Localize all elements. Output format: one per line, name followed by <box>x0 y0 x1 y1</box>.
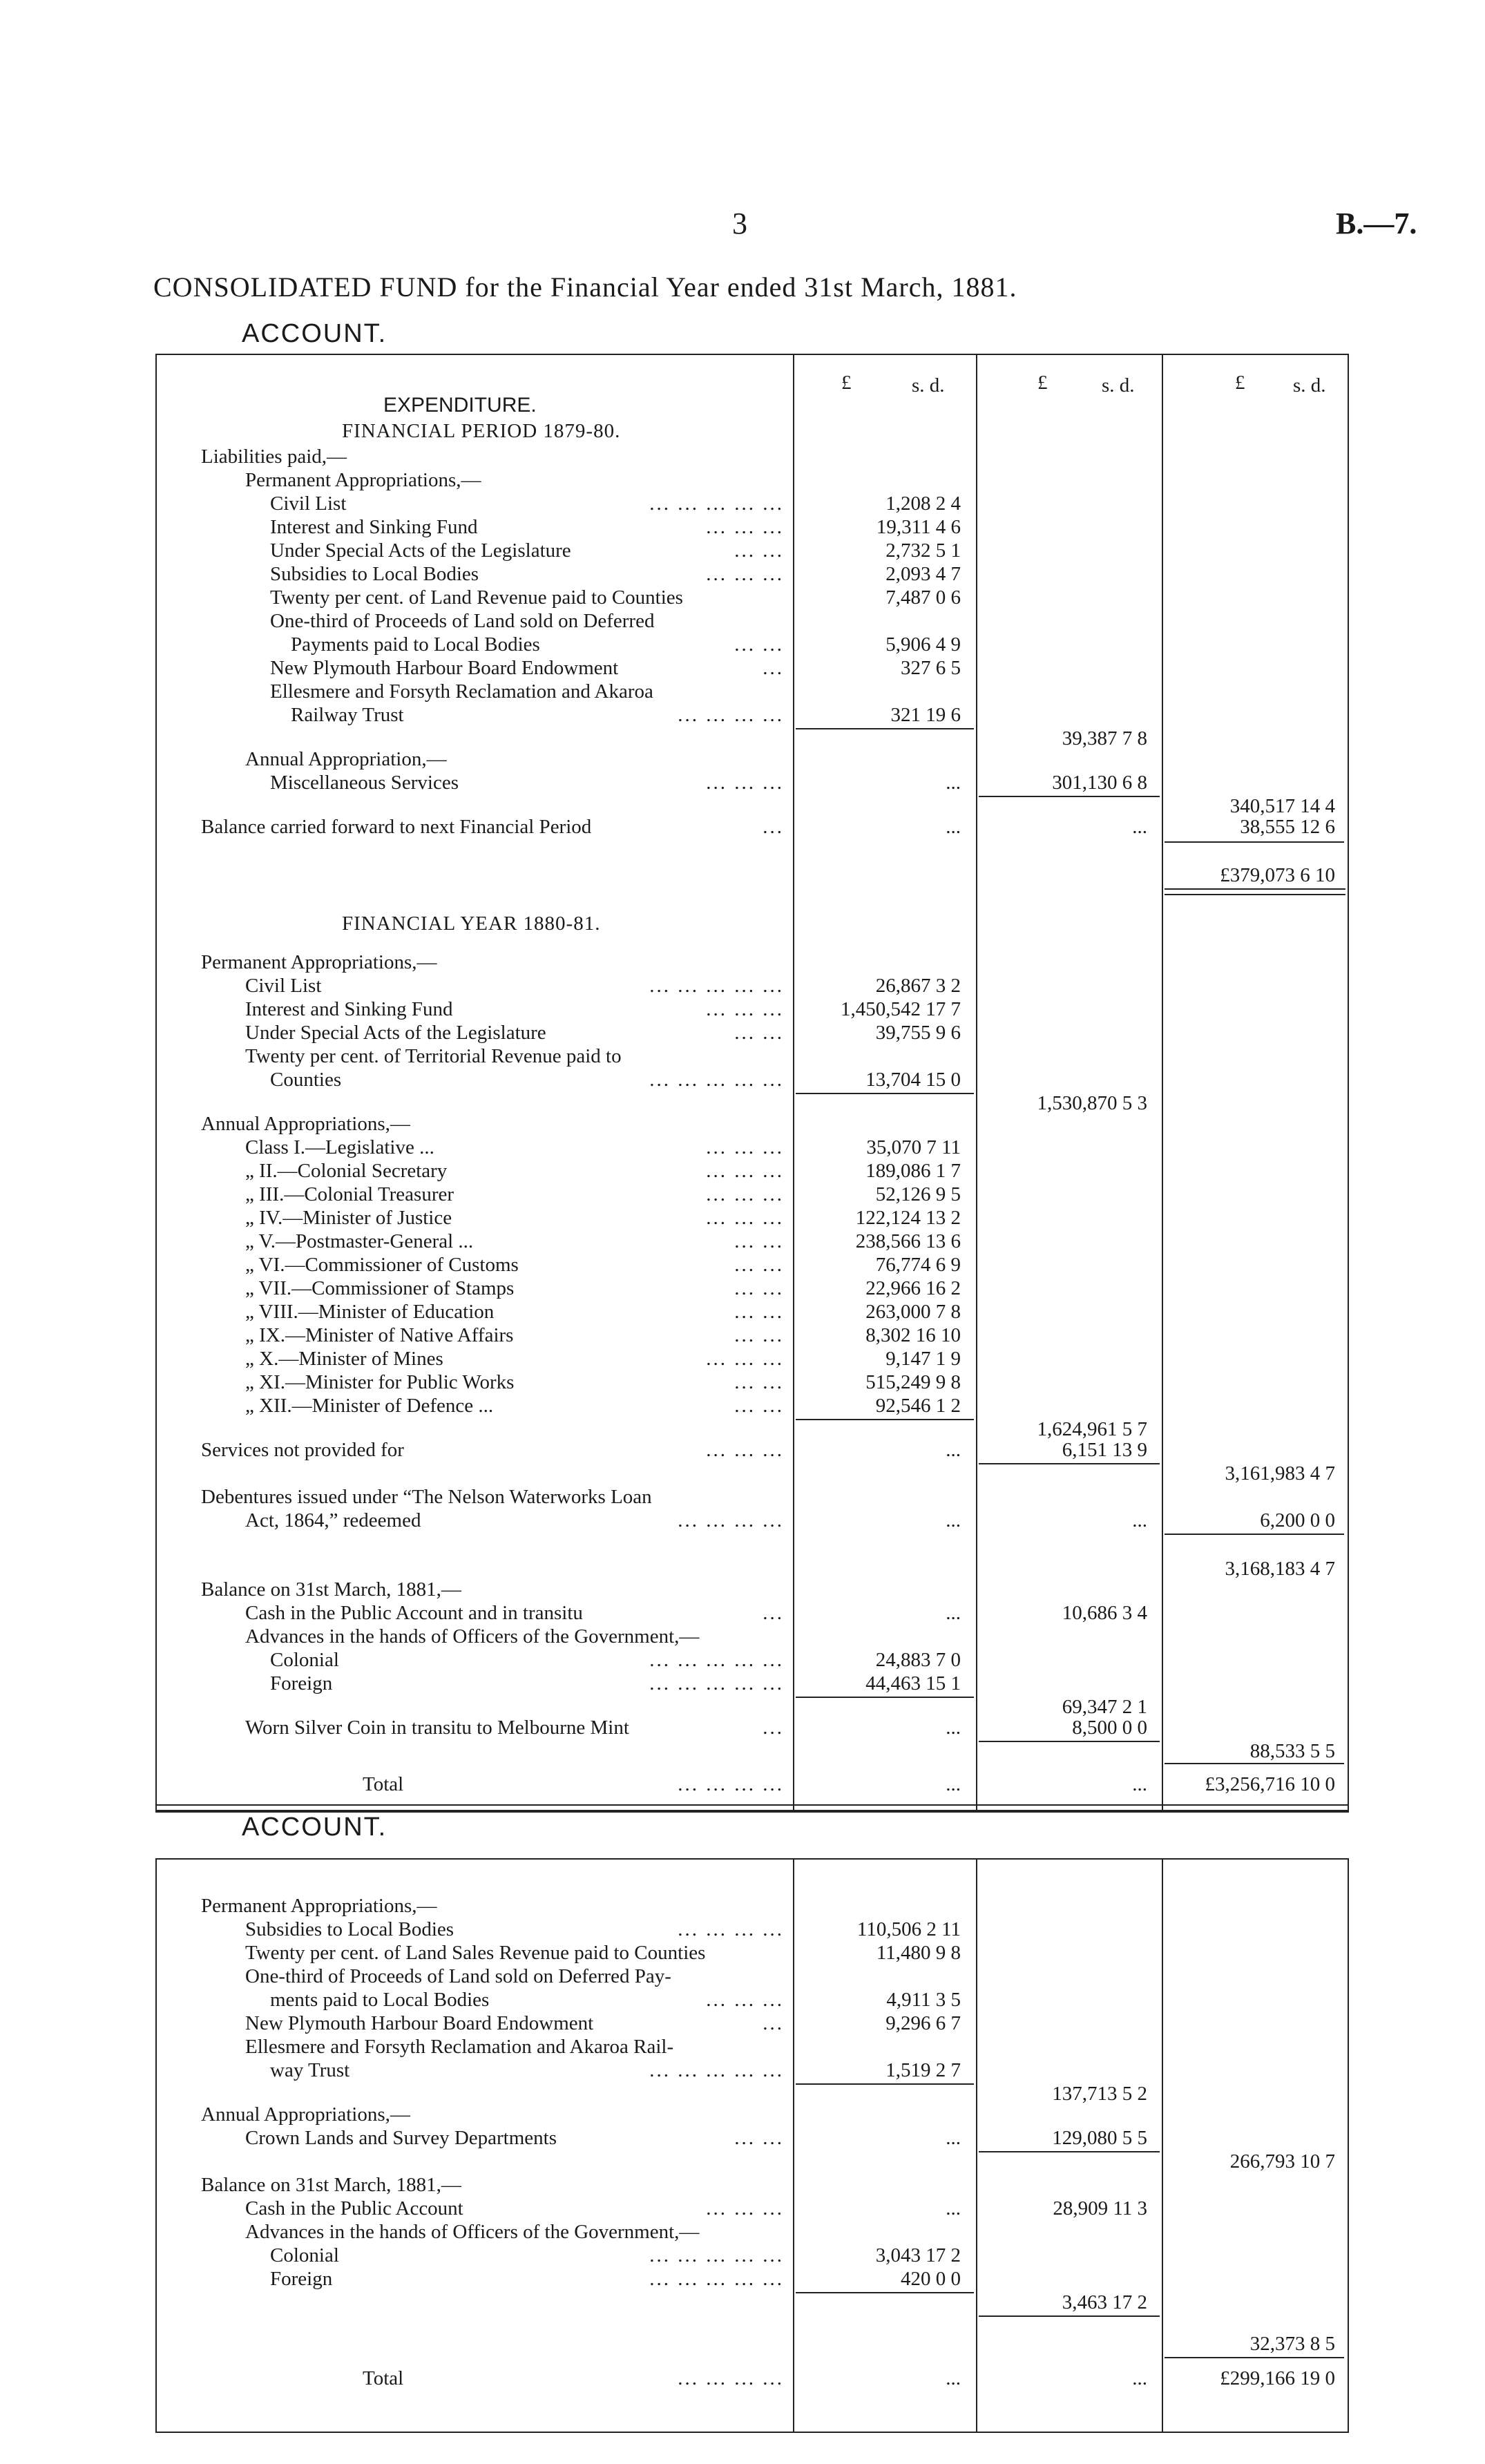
amount-c1: ... <box>946 1439 961 1461</box>
row-label: Crown Lands and Survey Departments <box>245 2127 557 2149</box>
amount-c2: 137,713 5 2 <box>1052 2083 1147 2105</box>
amount-c1: 9,147 1 9 <box>885 1348 961 1370</box>
account1-row <box>155 771 1346 794</box>
row-label: FINANCIAL PERIOD 1879-80. <box>342 420 621 442</box>
account2-row <box>155 2126 1346 2150</box>
row-label: Ellesmere and Forsyth Reclamation and Akaroa Rail- <box>245 2036 674 2058</box>
leader-dots: ... <box>763 2012 784 2034</box>
leader-dots: ... ... ... <box>706 1989 784 2011</box>
leader-dots: ... ... ... <box>706 1207 784 1229</box>
amount-c2: 69,347 2 1 <box>1062 1696 1147 1718</box>
account2-row <box>155 2244 1346 2267</box>
account1-row <box>155 815 1346 839</box>
amount-c1: ... <box>946 1717 961 1739</box>
leader-dots: ... ... ... ... <box>678 1773 784 1795</box>
row-label: Permanent Appropriations,— <box>245 469 481 491</box>
row-label: Total <box>363 1773 404 1795</box>
account2-row <box>155 2291 1346 2314</box>
row-label: Balance on 31st March, 1881,— <box>201 2174 461 2196</box>
amount-c2: ... <box>1132 1773 1147 1795</box>
row-label: „ XI.—Minister for Public Works <box>245 1371 515 1393</box>
account1-row <box>155 1695 1346 1719</box>
amount-c1: 189,086 1 7 <box>865 1160 961 1182</box>
row-label: Foreign <box>270 1672 333 1694</box>
col-header-sd-1: s. d. <box>912 374 945 397</box>
row-label: Under Special Acts of the Legislature <box>245 1022 546 1044</box>
row-label: Liabilities paid,— <box>201 446 347 468</box>
row-label: Subsidies to Local Bodies <box>270 563 479 585</box>
leader-dots: ... ... ... <box>706 1160 784 1182</box>
row-label: New Plymouth Harbour Board Endowment <box>270 657 619 679</box>
amount-c1: 327 6 5 <box>901 657 961 679</box>
amount-c1: 110,506 2 11 <box>856 1918 961 1940</box>
row-label: Payments paid to Local Bodies <box>291 633 540 656</box>
col-header-pounds-2: £ <box>1037 372 1048 394</box>
amount-c2: ... <box>1132 2367 1147 2389</box>
account1-row <box>155 703 1346 727</box>
amount-c1: 2,093 4 7 <box>885 563 961 585</box>
row-label: „ X.—Minister of Mines <box>245 1348 443 1370</box>
account2-row <box>155 2173 1346 2197</box>
account2-row <box>155 2012 1346 2035</box>
leader-dots: ... ... ... <box>706 1439 784 1461</box>
account1-row <box>155 1183 1346 1206</box>
account1-row <box>155 419 1346 443</box>
leader-dots: ... ... <box>734 1230 784 1252</box>
amount-c1: 3,043 17 2 <box>875 2244 961 2266</box>
leader-dots: ... ... ... ... ... <box>649 975 784 997</box>
document-reference: B.—7. <box>1336 207 1417 240</box>
account1-row <box>155 1601 1346 1625</box>
row-label: Balance carried forward to next Financial Period <box>201 816 592 838</box>
amount-c1: 1,450,542 17 7 <box>841 998 961 1020</box>
account1-row <box>155 997 1346 1021</box>
account2-row <box>155 2197 1346 2220</box>
row-label: Under Special Acts of the Legislature <box>270 539 571 562</box>
account1-row <box>155 1253 1346 1277</box>
amount-c2: ... <box>1132 1509 1147 1531</box>
row-label: Ellesmere and Forsyth Reclamation and Akaroa <box>270 680 653 703</box>
row-label: ments paid to Local Bodies <box>270 1989 490 2011</box>
row-label: New Plymouth Harbour Board Endowment <box>245 2012 594 2034</box>
row-label: Permanent Appropriations,— <box>201 1895 437 1917</box>
account1-row <box>155 656 1346 680</box>
account1-row <box>155 1230 1346 1253</box>
leader-dots: ... <box>763 1602 784 1624</box>
account1-row <box>155 1068 1346 1091</box>
row-label: „ VI.—Commissioner of Customs <box>245 1254 519 1276</box>
row-label: „ XII.—Minister of Defence ... <box>245 1395 494 1417</box>
amount-c1: 13,704 15 0 <box>865 1069 961 1091</box>
row-label: Foreign <box>270 2268 333 2290</box>
row-label: Railway Trust <box>291 704 404 726</box>
amount-c1: ... <box>946 1509 961 1531</box>
row-label: „ IX.—Minister of Native Affairs <box>245 1324 514 1346</box>
account1-row <box>155 747 1346 771</box>
amount-c1: 35,070 7 11 <box>866 1136 961 1158</box>
row-label: Annual Appropriations,— <box>201 1113 410 1135</box>
row-label: Worn Silver Coin in transitu to Melbourne Mint <box>245 1717 629 1739</box>
account1-row <box>155 468 1346 492</box>
row-label: Act, 1864,” redeemed <box>245 1509 421 1531</box>
amount-c1: 52,126 9 5 <box>875 1183 961 1205</box>
account1-row <box>155 1044 1346 1068</box>
account2-row <box>155 1965 1346 1988</box>
account1-row <box>155 794 1346 818</box>
amount-c1: 19,311 4 6 <box>876 516 961 538</box>
row-label: One-third of Proceeds of Land sold on Deferred Pay- <box>245 1965 671 1987</box>
account1-row <box>155 951 1346 974</box>
account1-row <box>155 1625 1346 1648</box>
amount-c1: 238,566 13 6 <box>855 1230 961 1252</box>
amount-c3: £299,166 19 0 <box>1220 2367 1335 2389</box>
leader-dots: ... ... ... ... <box>678 704 784 726</box>
col-header-sd-2: s. d. <box>1102 374 1135 397</box>
account2-row <box>155 2332 1346 2356</box>
account-heading-1: ACCOUNT. <box>242 319 387 348</box>
account1-row <box>155 680 1346 703</box>
row-label: Services not provided for <box>201 1439 404 1461</box>
amount-c3: 38,555 12 6 <box>1240 816 1335 838</box>
page-title: CONSOLIDATED FUND for the Financial Year ended 31st March, 1881. <box>153 271 1017 303</box>
amount-c1: ... <box>946 1602 961 1624</box>
row-label: „ VIII.—Minister of Education <box>245 1301 495 1323</box>
account1-row <box>155 1578 1346 1601</box>
account2-row <box>155 2367 1346 2390</box>
amount-c1: 44,463 15 1 <box>865 1672 961 1694</box>
row-label: One-third of Proceeds of Land sold on Deferred <box>270 610 655 632</box>
row-label: Subsidies to Local Bodies <box>245 1918 454 1940</box>
amount-c1: 22,966 16 2 <box>865 1277 961 1299</box>
amount-c2: 8,500 0 0 <box>1072 1717 1147 1739</box>
account1-row <box>155 1300 1346 1324</box>
amount-c1: ... <box>946 772 961 794</box>
amount-c3: 340,517 14 4 <box>1229 795 1335 817</box>
amount-c1: 515,249 9 8 <box>865 1371 961 1393</box>
account1-row <box>155 1509 1346 1532</box>
account1-row <box>155 586 1346 609</box>
amount-c1: 2,732 5 1 <box>885 539 961 562</box>
account1-row <box>155 1648 1346 1672</box>
amount-c1: 5,906 4 9 <box>885 633 961 656</box>
account1-row <box>155 1394 1346 1417</box>
leader-dots: ... ... <box>734 2127 784 2149</box>
row-label: Interest and Sinking Fund <box>270 516 478 538</box>
account1-row <box>155 1112 1346 1136</box>
row-label: Twenty per cent. of Land Revenue paid to Counties <box>270 586 683 609</box>
row-label: Interest and Sinking Fund <box>245 998 453 1020</box>
amount-c1: ... <box>946 2197 961 2219</box>
leader-dots: ... ... ... <box>706 998 784 1020</box>
account1-row <box>155 1557 1346 1580</box>
amount-c3: 3,161,983 4 7 <box>1225 1462 1335 1484</box>
row-label: „ II.—Colonial Secretary <box>245 1160 448 1182</box>
amount-c1: 39,755 9 6 <box>875 1022 961 1044</box>
row-label: Civil List <box>245 975 322 997</box>
amount-c3: £379,073 6 10 <box>1220 864 1335 886</box>
row-label: Colonial <box>270 1649 339 1671</box>
account1-row <box>155 609 1346 633</box>
amount-c3: 6,200 0 0 <box>1260 1509 1335 1531</box>
account1-row <box>155 515 1346 539</box>
amount-c1: 92,546 1 2 <box>875 1395 961 1417</box>
account1-row <box>155 974 1346 997</box>
leader-dots: ... ... <box>734 539 784 562</box>
account1-row <box>155 1324 1346 1347</box>
row-label: FINANCIAL YEAR 1880-81. <box>342 913 601 935</box>
amount-c2: 3,463 17 2 <box>1062 2291 1147 2313</box>
amount-c1: 9,296 6 7 <box>885 2012 961 2034</box>
amount-c1: 8,302 16 10 <box>865 1324 961 1346</box>
account1-row <box>155 1371 1346 1394</box>
leader-dots: ... ... ... ... ... <box>649 2244 784 2266</box>
col-header-pounds-1: £ <box>841 372 852 394</box>
leader-dots: ... ... ... ... ... <box>649 1672 784 1694</box>
amount-c3: 88,533 5 5 <box>1249 1740 1335 1762</box>
amount-c1: 321 19 6 <box>890 704 961 726</box>
account1-row <box>155 1277 1346 1300</box>
account2-row <box>155 2059 1346 2082</box>
amount-c3: 3,168,183 4 7 <box>1225 1558 1335 1580</box>
amount-c1: 24,883 7 0 <box>875 1649 961 1671</box>
row-label: Cash in the Public Account <box>245 2197 463 2219</box>
amount-c2: 28,909 11 3 <box>1053 2197 1147 2219</box>
leader-dots: ... ... <box>734 1395 784 1417</box>
row-label: Counties <box>270 1069 342 1091</box>
leader-dots: ... <box>763 1717 784 1739</box>
amount-c2: 1,530,870 5 3 <box>1037 1092 1147 1114</box>
row-label: Annual Appropriations,— <box>201 2103 410 2126</box>
row-label: Miscellaneous Services <box>270 772 459 794</box>
row-label: „ VII.—Commissioner of Stamps <box>245 1277 515 1299</box>
account1-row <box>155 1159 1346 1183</box>
leader-dots: ... ... <box>734 1277 784 1299</box>
amount-c1: 122,124 13 2 <box>855 1207 961 1229</box>
account1-row <box>155 1485 1346 1509</box>
account2-row <box>155 2267 1346 2291</box>
row-label: „ IV.—Minister of Justice <box>245 1207 452 1229</box>
account2-row <box>155 1894 1346 1918</box>
leader-dots: ... ... ... ... ... <box>649 2268 784 2290</box>
account1-row <box>155 1417 1346 1441</box>
account1-row <box>155 1462 1346 1485</box>
leader-dots: ... ... <box>734 1301 784 1323</box>
row-label: Advances in the hands of Officers of the Government,— <box>245 1625 700 1648</box>
amount-c1: ... <box>946 816 961 838</box>
account1-row <box>155 1347 1346 1371</box>
amount-c3: 32,373 8 5 <box>1249 2333 1335 2355</box>
amount-c1: 7,487 0 6 <box>885 586 961 609</box>
amount-c1: 1,519 2 7 <box>885 2059 961 2081</box>
amount-c1: 11,480 9 8 <box>876 1942 961 1964</box>
account1-row <box>155 1091 1346 1115</box>
account2-row <box>155 1918 1346 1941</box>
account1-row <box>155 1021 1346 1044</box>
leader-dots: ... ... ... <box>706 516 784 538</box>
account-heading-2: ACCOUNT. <box>242 1813 387 1842</box>
leader-dots: ... ... ... ... ... <box>649 1649 784 1671</box>
leader-dots: ... <box>763 657 784 679</box>
account1-row <box>155 445 1346 468</box>
row-label: Balance on 31st March, 1881,— <box>201 1578 461 1601</box>
row-label: Cash in the Public Account and in transitu <box>245 1602 583 1624</box>
amount-c2: 10,686 3 4 <box>1062 1602 1147 1624</box>
leader-dots: ... ... ... ... <box>678 1509 784 1531</box>
row-label: way Trust <box>270 2059 350 2081</box>
account1-row <box>155 727 1346 750</box>
account1-row <box>155 912 1346 935</box>
account1-row <box>155 562 1346 586</box>
amount-c3: £3,256,716 10 0 <box>1205 1773 1335 1795</box>
account1-row <box>155 1739 1346 1763</box>
account-rows <box>155 0 1346 2464</box>
leader-dots: ... ... <box>734 633 784 656</box>
amount-c2: 301,130 6 8 <box>1052 772 1147 794</box>
row-label: „ III.—Colonial Treasurer <box>245 1183 454 1205</box>
row-label: Permanent Appropriations,— <box>201 951 437 973</box>
account2-row <box>155 1988 1346 2012</box>
account1-row <box>155 633 1346 656</box>
leader-dots: ... ... ... <box>706 2197 784 2219</box>
account2-row <box>155 2220 1346 2244</box>
leader-dots: ... ... <box>734 1324 784 1346</box>
amount-c2: 6,151 13 9 <box>1062 1439 1147 1461</box>
amount-c1: ... <box>946 2127 961 2149</box>
row-label: Advances in the hands of Officers of the Government,— <box>245 2221 700 2243</box>
row-label: Civil List <box>270 493 347 515</box>
leader-dots: ... ... <box>734 1022 784 1044</box>
page-number: 3 <box>732 207 747 240</box>
row-label: Class I.—Legislative ... <box>245 1136 434 1158</box>
account1-row <box>155 1716 1346 1739</box>
account1-row <box>155 1438 1346 1462</box>
amount-c1: ... <box>946 1773 961 1795</box>
leader-dots: ... ... ... ... <box>678 1918 784 1940</box>
row-label: Twenty per cent. of Territorial Revenue paid to <box>245 1045 622 1067</box>
amount-c2: ... <box>1132 816 1147 838</box>
leader-dots: ... ... ... <box>706 1136 784 1158</box>
leader-dots: ... ... ... <box>706 563 784 585</box>
col-header-pounds-3: £ <box>1235 372 1245 394</box>
leader-dots: ... ... ... ... ... <box>649 493 784 515</box>
col-header-sd-3: s. d. <box>1293 374 1326 397</box>
account1-row <box>155 1773 1346 1796</box>
account1-row <box>155 863 1346 887</box>
account2-row <box>155 2082 1346 2105</box>
account1-row <box>155 539 1346 562</box>
amount-c1: 4,911 3 5 <box>886 1989 961 2011</box>
row-label: Total <box>363 2367 404 2389</box>
account1-row <box>155 492 1346 515</box>
account1-row <box>155 1672 1346 1695</box>
account1-row <box>155 1136 1346 1159</box>
amount-c1: 1,208 2 4 <box>885 493 961 515</box>
leader-dots: ... ... ... ... ... <box>649 2059 784 2081</box>
amount-c1: ... <box>946 2367 961 2389</box>
amount-c2: 39,387 7 8 <box>1062 727 1147 749</box>
account2-row <box>155 2103 1346 2126</box>
leader-dots: ... ... <box>734 1371 784 1393</box>
row-label: Debentures issued under “The Nelson Waterworks Loan <box>201 1486 652 1508</box>
account2-row <box>155 2035 1346 2059</box>
leader-dots: ... ... <box>734 1254 784 1276</box>
leader-dots: ... ... ... <box>706 1183 784 1205</box>
amount-c2: 129,080 5 5 <box>1052 2127 1147 2149</box>
row-label: Annual Appropriation,— <box>245 748 447 770</box>
row-label: Twenty per cent. of Land Sales Revenue paid to Counties <box>245 1942 706 1964</box>
account2-row <box>155 2150 1346 2173</box>
amount-c1: 263,000 7 8 <box>865 1301 961 1323</box>
leader-dots: ... <box>763 816 784 838</box>
amount-c2: 1,624,961 5 7 <box>1037 1418 1147 1440</box>
row-label: Colonial <box>270 2244 339 2266</box>
leader-dots: ... ... ... <box>706 1348 784 1370</box>
leader-dots: ... ... ... ... <box>678 2367 784 2389</box>
account2-row <box>155 1941 1346 1965</box>
expenditure-heading: EXPENDITURE. <box>383 394 537 417</box>
amount-c1: 76,774 6 9 <box>875 1254 961 1276</box>
leader-dots: ... ... ... <box>706 772 784 794</box>
leader-dots: ... ... ... ... ... <box>649 1069 784 1091</box>
amount-c3: 266,793 10 7 <box>1229 2150 1335 2172</box>
amount-c1: 26,867 3 2 <box>875 975 961 997</box>
amount-c1: 420 0 0 <box>901 2268 961 2290</box>
row-label: „ V.—Postmaster-General ... <box>245 1230 474 1252</box>
account1-row <box>155 1206 1346 1230</box>
